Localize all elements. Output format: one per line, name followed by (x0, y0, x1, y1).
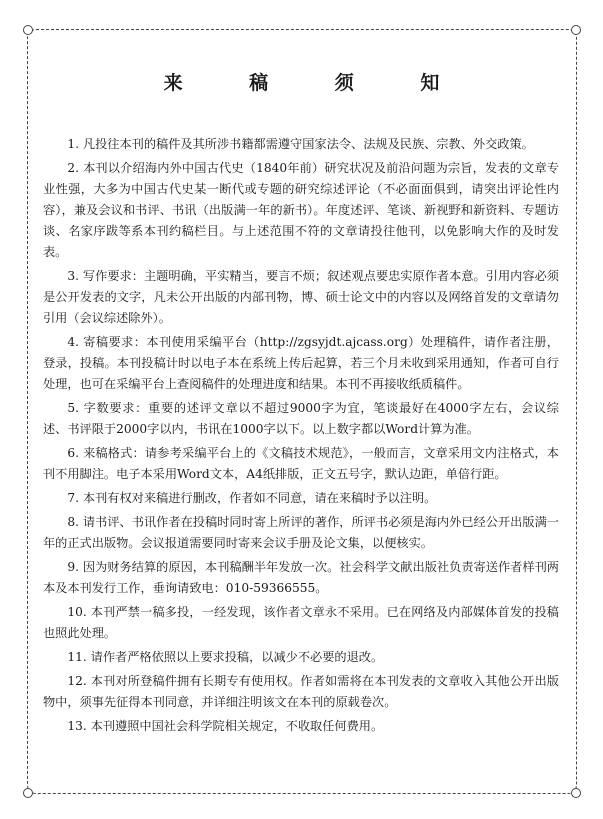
notice-item-5: 5. 字数要求：重要的述评文章以不超过9000字为宜，笔谈最好在4000字左右，会议综述、书评限于2000字以内，书讯在1000字以下。以上数字都以Word计算为准。 (43, 401, 559, 436)
page-title: 来 稿 须 知 (163, 72, 470, 94)
notice-content (43, 131, 559, 737)
corner-ornament (571, 25, 581, 35)
notice-item-4: 4. 寄稿要求：本刊使用采编平台（http://zgsyjdt.ajcass.org）处理稿件，请作者注册，登录，投稿。本刊投稿计时以电子本在系统上传后起算，若三个月未收到采用通知，作者可自行处理，也可在采编平台上查阅稿件的处理进度和结果。本刊不再接收纸质稿件。 (43, 335, 559, 391)
corner-ornament (571, 788, 581, 798)
notice-item-3: 3. 写作要求：主题明确，平实精当，要言不烦；叙述观点要忠实原作者本意。引用内容必须是公开发表的文字，凡未公开出版的内部刊物，博、硕士论文中的内容以及网络首发的文章请勿引用（会议综述除外）。 (43, 269, 559, 325)
notice-item-6: 6. 来稿格式：请参考采编平台上的《文稿技术规范》，一般而言，文章采用文内注格式，本刊不用脚注。电子本采用Word文本，A4纸排版，正文五号字，默认边距，单倍行距。 (43, 446, 559, 481)
corner-ornament (23, 788, 33, 798)
notice-item-8: 8. 请书评、书讯作者在投稿时同时寄上所评的著作，所评书必须是海内外已经公开出版满一年的正式出版物。会议报道需要同时寄来会议手册及论文集，以便核实。 (43, 515, 559, 550)
notice-item-2: 2. 本刊以介绍海内外中国古代史（1840年前）研究状况及前沿问题为宗旨，发表的文章专业性强，大多为中国古代史某一断代或专题的研究综述评论（不必面面俱到，请突出评论性内容），兼及会议和书评、书讯（出版满一年的新书）。年度述评、笔谈、新视野和新资料、专题访谈、名家序跋等系本刊约稿栏目。与上述范围不符的文章请投往他刊，以免影响大作的及时发表。 (43, 161, 559, 259)
notice-item-9: 9. 因为财务结算的原因，本刊稿酬半年发放一次。社会科学文献出版社负责寄送作者样刊两本及本刊发行工作，垂询请致电：010-59366555。 (43, 560, 559, 595)
corner-ornament (23, 25, 33, 35)
notice-item-7: 7. 本刊有权对来稿进行删改，作者如不同意，请在来稿时予以注明。 (67, 491, 437, 505)
notice-item-13: 13. 本刊遵照中国社会科学院相关规定，不收取任何费用。 (67, 719, 384, 733)
notice-item-11: 11. 请作者严格依照以上要求投稿，以减少不必要的退改。 (67, 650, 384, 664)
notice-item-10: 10. 本刊严禁一稿多投，一经发现，该作者文章永不采用。已在网络及内部媒体首发的投稿也照此处理。 (43, 605, 559, 640)
notice-item-12: 12. 本刊对所登稿件拥有长期专有使用权。作者如需将在本刊发表的文章收入其他公开出版物中，须事先征得本刊同意，并详细注明该文在本刊的原载卷次。 (43, 674, 559, 709)
notice-item-1: 1. 凡投往本刊的稿件及其所涉书籍都需遵守国家法令、法规及民族、宗教、外交政策。 (67, 137, 534, 151)
